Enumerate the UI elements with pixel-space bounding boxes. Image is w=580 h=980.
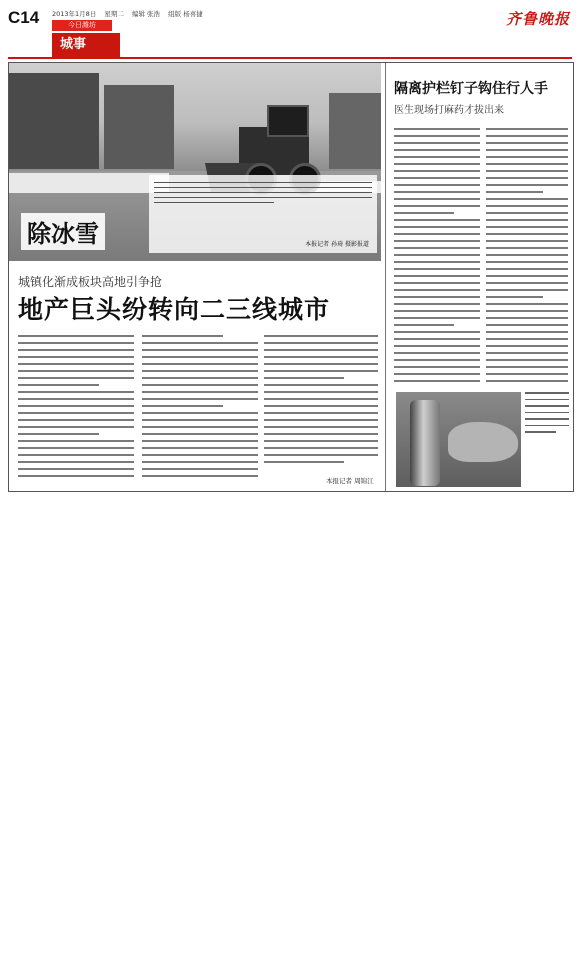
body-text-placeholder: [18, 363, 134, 365]
body-text-placeholder: [18, 335, 134, 337]
body-text-placeholder: [142, 405, 223, 407]
body-text-placeholder: [486, 338, 568, 340]
body-text-placeholder: [486, 240, 568, 242]
body-text-placeholder: [486, 254, 568, 256]
body-text-placeholder: [18, 440, 134, 442]
main-headline: 地产巨头纷转向二三线城市: [18, 295, 331, 324]
body-text-placeholder: [142, 342, 258, 344]
header-rule: [8, 57, 572, 59]
newspaper-logo: 齐鲁晚报: [505, 10, 570, 28]
body-text-placeholder: [142, 412, 258, 414]
photo-caption: [149, 175, 377, 253]
side-photo-caption: [525, 392, 569, 438]
body-text-placeholder: [394, 142, 480, 144]
body-text-placeholder: [486, 198, 568, 200]
body-text-placeholder: [394, 219, 480, 221]
body-text-placeholder: [394, 198, 480, 200]
body-text-placeholder: [525, 412, 569, 414]
main-byline: 本报记者 周锦江: [326, 477, 374, 485]
body-text-placeholder: [486, 156, 568, 158]
body-text-placeholder: [486, 366, 568, 368]
designer-credit: 组版 杨喜捷: [168, 10, 203, 18]
body-text-placeholder: [394, 233, 480, 235]
body-text-placeholder: [394, 226, 480, 228]
body-text-placeholder: [486, 359, 568, 361]
main-kicker: 城镇化渐成板块高地引争抢: [18, 275, 163, 289]
body-text-placeholder: [394, 191, 480, 193]
body-text-placeholder: [142, 398, 258, 400]
caption-text-placeholder: [154, 182, 372, 183]
body-text-placeholder: [18, 468, 134, 470]
body-text-placeholder: [394, 352, 480, 354]
body-text-placeholder: [142, 426, 258, 428]
caption-text-placeholder: [154, 197, 372, 198]
body-text-placeholder: [394, 366, 480, 368]
body-text-placeholder: [264, 377, 344, 379]
body-text-placeholder: [394, 163, 480, 165]
body-text-placeholder: [486, 212, 568, 214]
body-text-placeholder: [486, 149, 568, 151]
body-text-placeholder: [394, 380, 480, 382]
body-text-placeholder: [394, 317, 480, 319]
photo-title: 除冰雪: [21, 213, 105, 250]
issue-weekday: 星期二: [104, 10, 124, 18]
body-text-placeholder: [525, 431, 556, 433]
body-text-placeholder: [142, 391, 258, 393]
side-column-1: [394, 128, 480, 387]
body-text-placeholder: [525, 392, 569, 394]
body-text-placeholder: [486, 373, 568, 375]
body-text-placeholder: [525, 405, 569, 407]
body-text-placeholder: [264, 342, 378, 344]
body-text-placeholder: [264, 412, 378, 414]
body-text-placeholder: [486, 142, 568, 144]
body-text-placeholder: [394, 345, 480, 347]
body-text-placeholder: [394, 205, 480, 207]
guardrail-post: [410, 400, 440, 486]
body-text-placeholder: [394, 282, 480, 284]
column-tab: 今日潍坊: [52, 20, 112, 31]
body-text-placeholder: [394, 303, 480, 305]
body-text-placeholder: [486, 317, 568, 319]
body-text-placeholder: [394, 254, 480, 256]
body-text-placeholder: [394, 156, 480, 158]
side-subhead: 医生现场打麻药才拔出来: [394, 105, 504, 116]
body-text-placeholder: [18, 461, 134, 463]
body-text-placeholder: [525, 425, 569, 427]
body-text-placeholder: [264, 349, 378, 351]
body-text-placeholder: [486, 310, 568, 312]
body-text-placeholder: [264, 384, 378, 386]
body-text-placeholder: [142, 363, 258, 365]
body-text-placeholder: [142, 454, 258, 456]
body-text-placeholder: [486, 128, 568, 130]
body-text-placeholder: [486, 380, 568, 382]
body-text-placeholder: [525, 418, 569, 420]
body-text-placeholder: [142, 433, 258, 435]
body-text-placeholder: [142, 468, 258, 470]
body-text-placeholder: [394, 135, 480, 137]
building-right: [329, 93, 381, 169]
issue-date: 2013年1月8日: [52, 10, 97, 18]
body-text-placeholder: [486, 345, 568, 347]
body-text-placeholder: [264, 426, 378, 428]
body-text-placeholder: [142, 440, 258, 442]
body-text-placeholder: [394, 149, 480, 151]
body-text-placeholder: [264, 356, 378, 358]
body-text-placeholder: [142, 335, 223, 337]
body-text-placeholder: [486, 135, 568, 137]
body-text-placeholder: [394, 261, 480, 263]
body-text-placeholder: [486, 289, 568, 291]
main-column-3: [264, 335, 378, 468]
body-text-placeholder: [142, 419, 258, 421]
body-text-placeholder: [394, 240, 480, 242]
body-text-placeholder: [264, 370, 378, 372]
body-text-placeholder: [394, 310, 480, 312]
side-headline: 隔离护栏钉子钩住行人手: [394, 81, 548, 97]
body-text-placeholder: [18, 356, 134, 358]
body-text-placeholder: [394, 331, 480, 333]
body-text-placeholder: [264, 454, 378, 456]
body-text-placeholder: [486, 226, 568, 228]
snow-removal-photo: [9, 63, 381, 261]
body-text-placeholder: [394, 268, 480, 270]
snow-bank-left: [9, 173, 169, 193]
body-text-placeholder: [394, 289, 480, 291]
body-text-placeholder: [18, 426, 134, 428]
body-text-placeholder: [264, 363, 378, 365]
body-text-placeholder: [18, 342, 134, 344]
body-text-placeholder: [264, 433, 378, 435]
body-text-placeholder: [394, 359, 480, 361]
body-text-placeholder: [18, 447, 134, 449]
body-text-placeholder: [394, 373, 480, 375]
body-text-placeholder: [486, 177, 568, 179]
body-text-placeholder: [142, 461, 258, 463]
body-text-placeholder: [18, 419, 134, 421]
loader-cab: [267, 105, 309, 137]
photo-credit: 本报记者 孙琦 摄影报道: [305, 241, 369, 248]
body-text-placeholder: [486, 205, 568, 207]
body-text-placeholder: [486, 324, 568, 326]
body-text-placeholder: [18, 384, 99, 386]
finger-injury-photo: [396, 392, 521, 487]
body-text-placeholder: [18, 391, 134, 393]
main-column-2: [142, 335, 258, 482]
body-text-placeholder: [18, 475, 134, 477]
body-text-placeholder: [394, 128, 480, 130]
body-text-placeholder: [486, 331, 568, 333]
body-text-placeholder: [142, 349, 258, 351]
caption-text-placeholder: [154, 187, 372, 188]
body-text-placeholder: [486, 261, 568, 263]
body-text-placeholder: [142, 447, 258, 449]
column-divider: [385, 63, 386, 491]
body-text-placeholder: [18, 349, 134, 351]
body-text-placeholder: [394, 184, 480, 186]
body-text-placeholder: [142, 370, 258, 372]
caption-text-placeholder: [154, 202, 274, 203]
body-text-placeholder: [264, 335, 378, 337]
body-text-placeholder: [486, 191, 543, 193]
body-text-placeholder: [486, 352, 568, 354]
building-mid: [104, 85, 174, 169]
side-column-2: [486, 128, 568, 387]
body-text-placeholder: [264, 440, 378, 442]
main-column-1: [18, 335, 134, 482]
body-text-placeholder: [486, 303, 568, 305]
body-text-placeholder: [18, 454, 134, 456]
editor-credit: 编辑 张浩: [131, 10, 161, 18]
body-text-placeholder: [264, 447, 378, 449]
body-text-placeholder: [394, 324, 454, 326]
body-text-placeholder: [394, 275, 480, 277]
body-text-placeholder: [18, 377, 134, 379]
body-text-placeholder: [18, 398, 134, 400]
body-text-placeholder: [486, 268, 568, 270]
page-number: C14: [8, 8, 40, 27]
body-text-placeholder: [264, 419, 378, 421]
body-text-placeholder: [142, 384, 258, 386]
body-text-placeholder: [264, 405, 378, 407]
body-text-placeholder: [486, 170, 568, 172]
building-left: [9, 73, 99, 169]
caption-text-placeholder: [154, 192, 372, 193]
section-title: 城事: [52, 33, 120, 57]
body-text-placeholder: [394, 177, 480, 179]
body-text-placeholder: [525, 399, 569, 401]
body-text-placeholder: [18, 405, 134, 407]
body-text-placeholder: [264, 391, 378, 393]
body-text-placeholder: [486, 296, 543, 298]
body-text-placeholder: [18, 370, 134, 372]
injured-hand: [448, 422, 518, 462]
body-text-placeholder: [486, 275, 568, 277]
body-text-placeholder: [486, 282, 568, 284]
body-text-placeholder: [394, 247, 480, 249]
issue-info: [52, 9, 209, 18]
body-text-placeholder: [394, 212, 454, 214]
body-text-placeholder: [18, 412, 134, 414]
body-text-placeholder: [264, 398, 378, 400]
body-text-placeholder: [142, 377, 258, 379]
body-text-placeholder: [486, 219, 568, 221]
body-text-placeholder: [18, 433, 99, 435]
body-text-placeholder: [142, 356, 258, 358]
body-text-placeholder: [486, 233, 568, 235]
body-text-placeholder: [394, 170, 480, 172]
body-text-placeholder: [486, 184, 568, 186]
body-text-placeholder: [394, 338, 480, 340]
body-text-placeholder: [142, 475, 258, 477]
body-text-placeholder: [486, 163, 568, 165]
body-text-placeholder: [264, 461, 344, 463]
body-text-placeholder: [394, 296, 480, 298]
body-text-placeholder: [486, 247, 568, 249]
